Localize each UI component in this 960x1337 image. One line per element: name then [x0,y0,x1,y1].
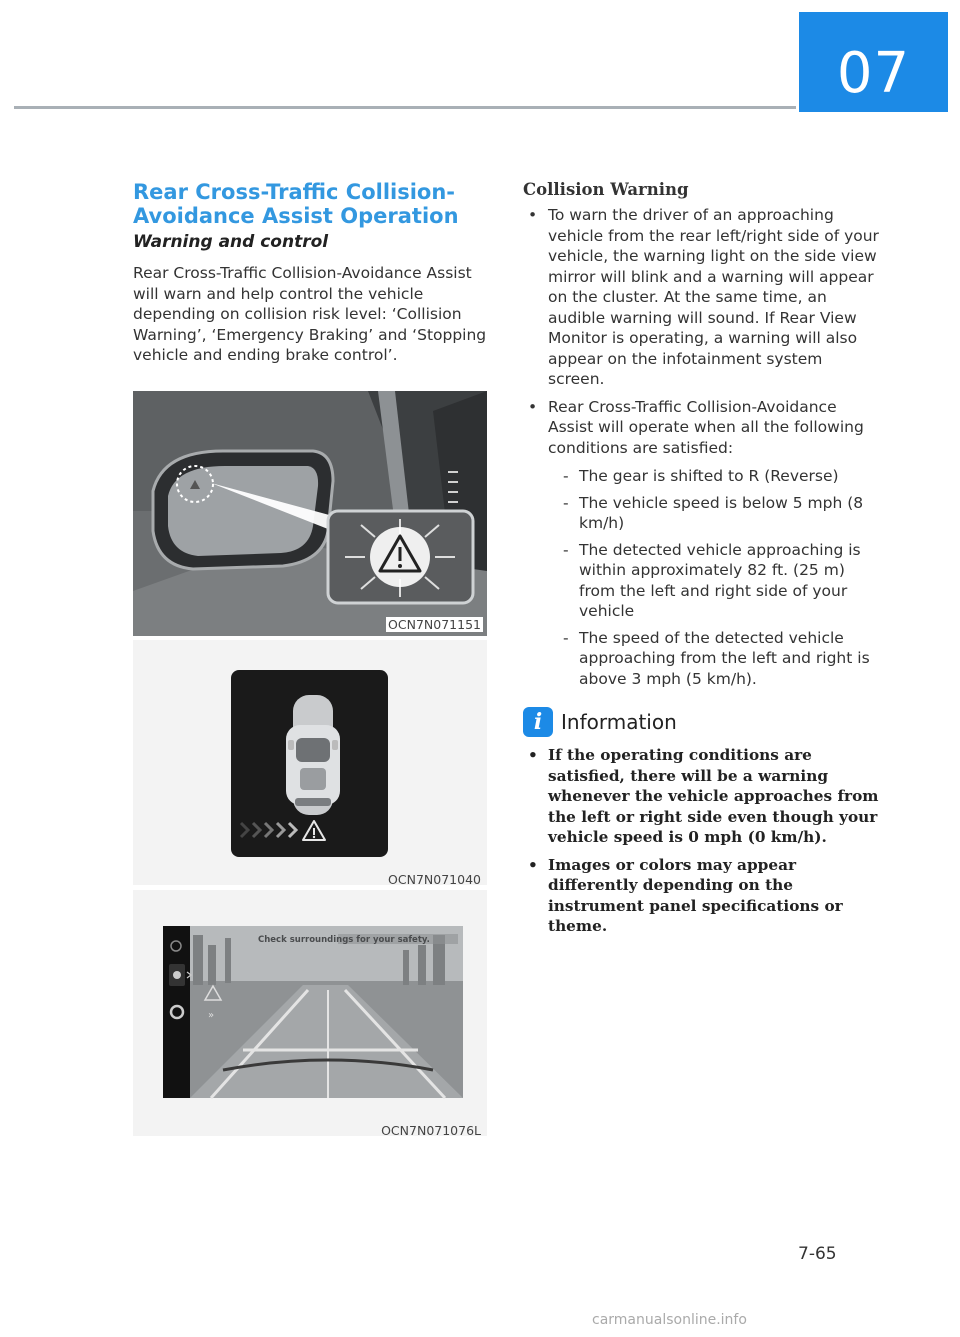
side-mirror-warning-illustration [133,391,487,636]
figure-rear-view [133,890,487,1136]
collision-warning-list [523,205,883,689]
right-column [523,180,883,944]
condition-item: - The speed of the detected vehicle approaching from the left and right is above 3 mph (5 km/h). [563,628,883,690]
information-title: Information [561,710,677,734]
info-item: • Images or colors may appear differently depending on the instrument panel specifications or theme. [523,855,883,937]
information-header [523,707,883,737]
collision-warning-title: Collision Warning [523,180,689,199]
cluster-warning-illustration [133,640,487,885]
condition-item: - The vehicle speed is below 5 mph (8 km/h) [563,493,883,534]
section-subtitle: Warning and control [133,232,329,252]
rear-view-monitor-screen [133,890,487,1136]
info-item: • If the operating conditions are satisfied, there will be a warning whenever the vehicle approaches from the left or right side even though your vehicle speed is 0 mph (0 km/h). [523,745,883,848]
rear-view-screen-text: Check surroundings for your safety. [258,935,430,945]
information-list [523,745,883,937]
svg-text:»: » [208,1010,215,1021]
list-item [523,397,883,690]
condition-item: - The detected vehicle approaching is within approximately 82 ft. (25 m) from the left and right side of your vehicle [563,540,883,622]
chapter-number: 07 [836,41,911,106]
figure-code: OCN7N071151 [388,617,481,632]
watermark: carmanualsonline.info [592,1312,747,1328]
list-item: • To warn the driver of an approaching vehicle from the rear left/right side of your vehicle, the warning light on the side view mirror will blink and a warning will appear on the cluster. At the same time, an audible warning will sound. If Rear View Monitor is operating, a warning will also appear on the infotainment system screen. [523,205,883,390]
list-item-text: Rear Cross-Traffic Collision-Avoidance Assist will operate when all the following conditions are satisfied: [548,397,864,457]
condition-item: - The gear is shifted to R (Reverse) [563,466,883,487]
info-icon: i [523,707,553,737]
conditions-list [548,466,883,689]
left-column [133,180,488,366]
figure-code: OCN7N071076L [381,1123,481,1138]
header-rule [14,106,796,109]
figure-cluster [133,640,487,885]
figure-code: OCN7N071040 [388,872,481,887]
section-title: Rear Cross-Traffic Collision-Avoidance Assist Operation [133,180,459,228]
page-number: 7-65 [798,1244,837,1264]
chapter-tab [799,12,948,112]
intro-paragraph: Rear Cross-Traffic Collision-Avoidance Assist will warn and help control the vehicle depending on collision risk level: ‘Collision Warning’, ‘Emergency Braking’ and ‘Stopping vehicle and ending brake control’. [133,264,487,364]
figure-mirror [133,391,487,636]
